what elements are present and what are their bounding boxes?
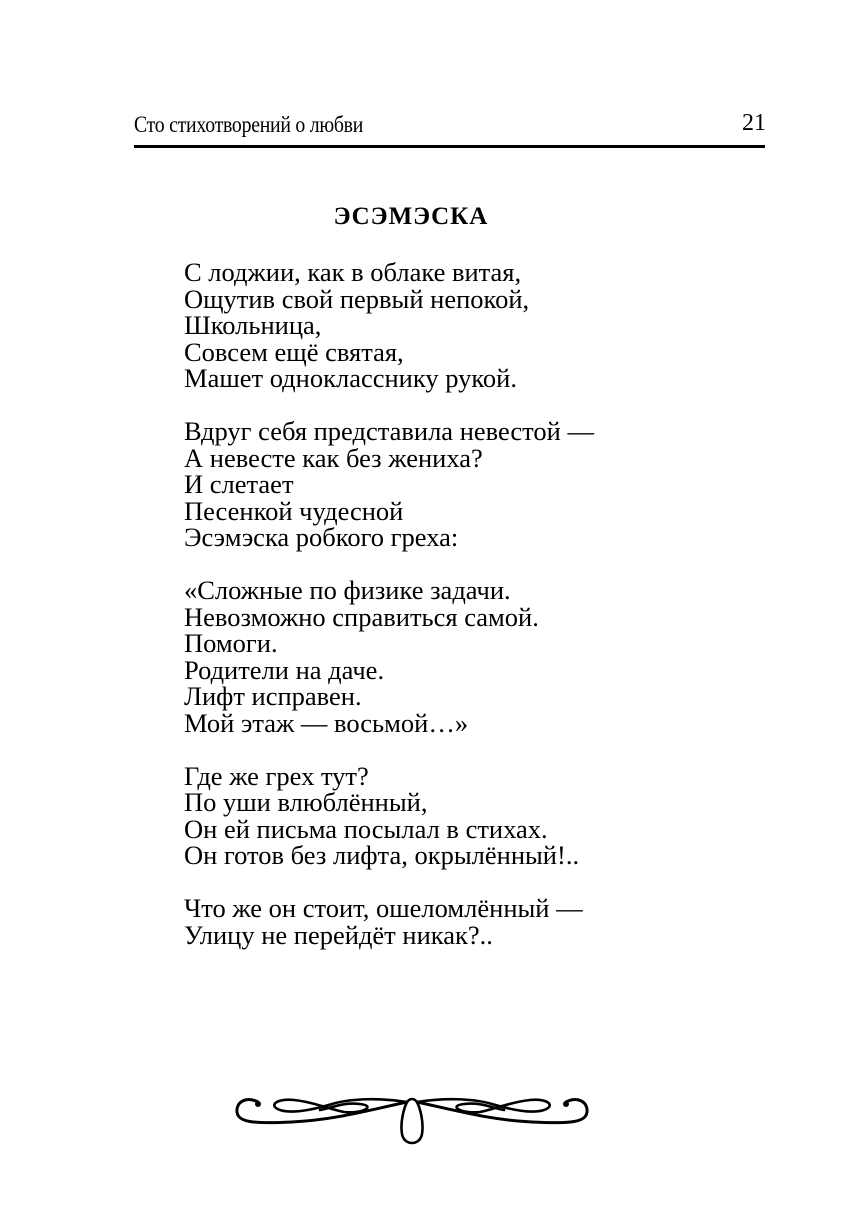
stanza-2 <box>184 418 594 551</box>
poem-line: Родители на даче. <box>184 654 385 685</box>
poem-line: Он ей письма посылал в стихах. <box>184 813 548 844</box>
stanza-4 <box>184 760 594 870</box>
poem-line: А невесте как без жениха? <box>184 442 483 473</box>
poem-line: И слетает <box>184 469 294 499</box>
poem-line: Эсэмэска робкого греха: <box>184 522 459 552</box>
header-rule <box>134 145 765 148</box>
flourish-divider-icon <box>232 1094 592 1150</box>
poem-line: Песенкой чудесной <box>184 495 404 526</box>
poem-line: Улицу не перейдёт никак?.. <box>184 919 493 950</box>
poem-line: Школьница, <box>184 310 322 340</box>
poem-line: Лифт исправен. <box>184 681 362 711</box>
stanza-1 <box>184 259 594 392</box>
poem-line: Он готов без лифта, окрылённый!.. <box>184 840 580 870</box>
poem-line: Совсем ещё святая, <box>184 336 404 367</box>
poem-title: ЭСЭМЭСКА <box>333 203 489 230</box>
poem-line: Невозможно справиться самой. <box>184 601 539 632</box>
page-header <box>134 108 766 138</box>
poem-line: Вдруг себя представила невестой — <box>184 416 594 446</box>
poem-line: Машет однокласснику рукой. <box>184 363 517 393</box>
poem-line: Помоги. <box>184 628 278 658</box>
poem-line: Мой этаж — восьмой…» <box>184 707 469 738</box>
poem-body <box>184 259 594 975</box>
poem-line: С лоджии, как в облаке витая, <box>184 257 522 287</box>
poem-line: Что же он стоит, ошеломлённый — <box>184 893 583 923</box>
page-number: 21 <box>742 110 766 136</box>
running-title: Сто стихотворений о любви <box>134 112 364 137</box>
stanza-3 <box>184 577 594 736</box>
poem-line: Где же грех тут? <box>184 760 369 791</box>
poem-line: Ощутив свой первый непокой, <box>184 283 530 314</box>
stanza-5 <box>184 895 594 948</box>
poem-line: По уши влюблённый, <box>184 787 428 817</box>
poem-line: «Сложные по физике задачи. <box>184 575 511 605</box>
